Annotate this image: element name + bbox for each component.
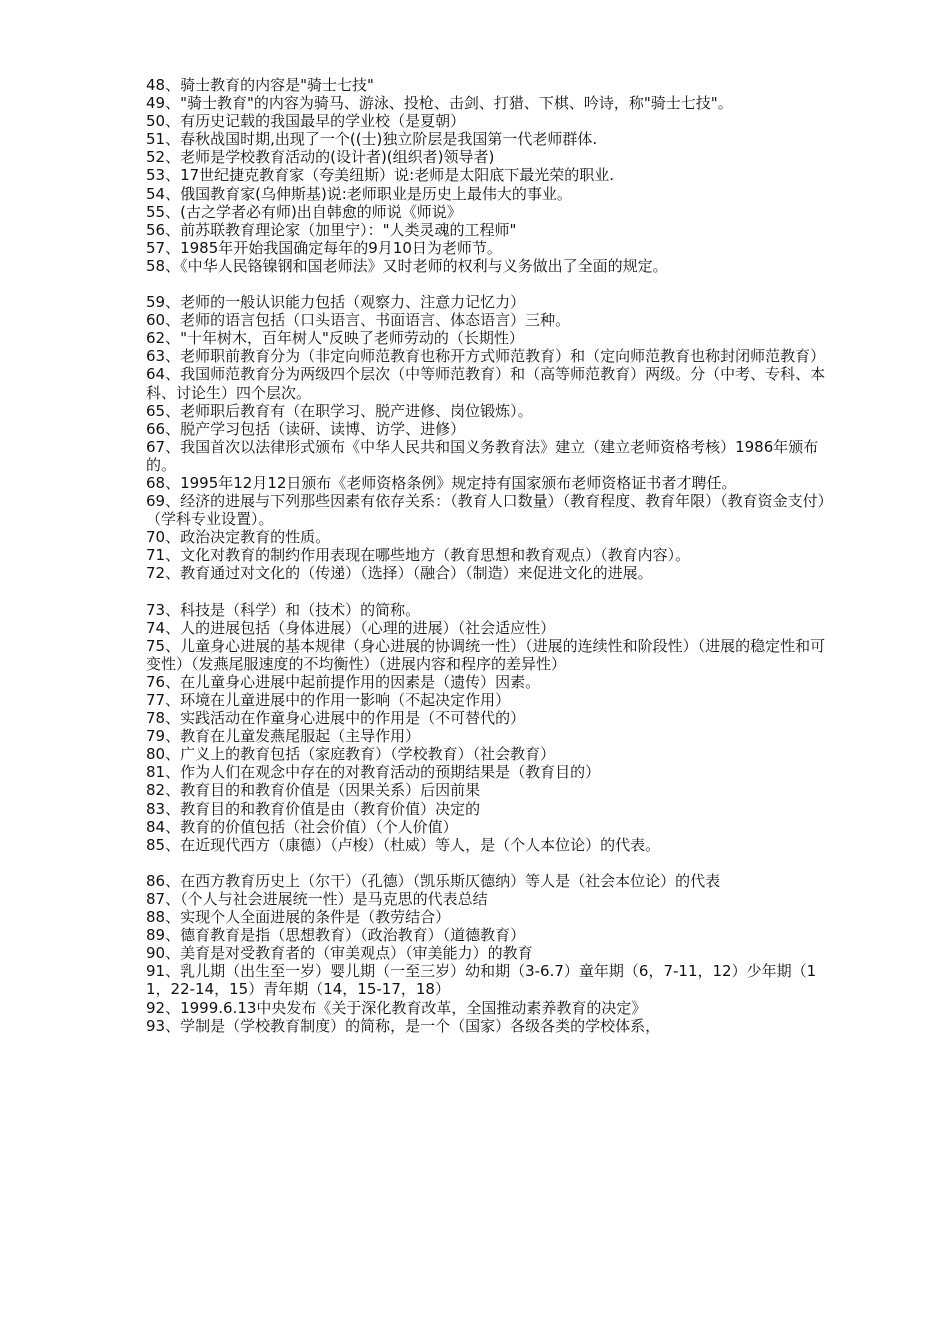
list-item: 54、俄国教育家(乌伸斯基)说:老师职业是历史上最伟大的事业。 bbox=[146, 184, 572, 203]
blank-line bbox=[146, 275, 836, 293]
list-item: 48、骑士教育的内容是"骑士七技" bbox=[146, 76, 374, 94]
list-item: 52、老师是学校教育活动的(设计者)(组织者)领导者) bbox=[146, 148, 495, 167]
list-item: 57、1985年开始我国确定每年的9月10日为老师节。 bbox=[146, 238, 502, 257]
list-item: 91、乳儿期（出生至一岁）婴儿期（一至三岁）幼和期（3-6.7）童年期（6，7-11，12）少年期（11，22-14，15）青年期（14，15-17，18） bbox=[146, 962, 817, 999]
list-item: 67、我国首次以法律形式颁布《中华人民共和国义务教育法》建立（建立老师资格考核）1986年颁布的。 bbox=[146, 437, 819, 474]
list-item: 74、人的进展包括（身体进展）（心理的进展）（社会适应性） bbox=[146, 618, 556, 637]
list-item: 70、政治决定教育的性质。 bbox=[146, 528, 331, 547]
list-item: 75、儿童身心进展的基本规律（身心进展的协调统一性）（进展的连续性和阶段性）（进展的稳定性和可变性）（发燕尾服速度的不均衡性）（进展内容和程序的差异性） bbox=[146, 636, 826, 673]
list-item: 90、美育是对受教育者的（审美观点）（审美能力）的教育 bbox=[146, 944, 533, 963]
list-item: 66、脱产学习包括（读研、读博、访学、进修） bbox=[146, 419, 466, 438]
list-item: 85、在近现代西方（康德）（卢梭）（杜威）等人，是（个人本位论）的代表。 bbox=[146, 835, 661, 854]
list-item: 59、老师的一般认识能力包括（观察力、注意力记忆力） bbox=[146, 293, 526, 312]
list-item: 83、教育目的和教育价值是由（教育价值）决定的 bbox=[146, 799, 481, 818]
list-item: 49、"骑士教育"的内容为骑马、游泳、投枪、击剑、打猎、下棋、吟诗，称"骑士七技"。 bbox=[146, 94, 733, 113]
list-item: 82、教育目的和教育价值是（因果关系）后因前果 bbox=[146, 781, 481, 800]
list-item: 50、有历史记载的我国最早的学业校（是夏朝） bbox=[146, 112, 466, 131]
list-item: 64、我国师范教育分为两级四个层次（中等师范教育）和（高等师范教育）两级。分（中考、专科、本科、讨论生）四个层次。 bbox=[146, 365, 826, 402]
document-body bbox=[146, 76, 836, 1035]
list-item: 80、广义上的教育包括（家庭教育）（学校教育）（社会教育） bbox=[146, 745, 556, 764]
list-item: 51、春秋战国时期,出现了一个((士)独立阶层是我国第一代老师群体. bbox=[146, 130, 598, 149]
list-item: 78、实践活动在作童身心进展中的作用是（不可替代的） bbox=[146, 709, 526, 728]
list-item: 65、老师职后教育有（在职学习、脱产进修、岗位锻炼）。 bbox=[146, 401, 533, 420]
list-item: 89、德育教育是指（思想教育）（政治教育）（道德教育） bbox=[146, 926, 526, 945]
list-item: 69、经济的进展与下列那些因素有依存关系：（教育人口数量）（教育程度、教育年限）（教育资金支付）（学科专业设置）。 bbox=[146, 492, 833, 529]
item-group bbox=[146, 872, 836, 1035]
blank-line bbox=[146, 854, 836, 872]
list-item: 88、实现个人全面进展的条件是（教劳结合） bbox=[146, 908, 451, 927]
list-item: 73、科技是（科学）和（技术）的简称。 bbox=[146, 600, 421, 619]
list-item: 56、前苏联教育理论家（加里宁）："人类灵魂的工程师" bbox=[146, 220, 517, 239]
list-item: 79、教育在儿童发燕尾服起（主导作用） bbox=[146, 727, 421, 746]
blank-line bbox=[146, 583, 836, 601]
list-item: 87、（个人与社会进展统一性）是马克思的代表总结 bbox=[146, 889, 488, 908]
list-item: 60、老师的语言包括（口头语言、书面语言、体态语言）三种。 bbox=[146, 311, 571, 330]
list-item: 71、文化对教育的制约作用表现在哪些地方（教育思想和教育观点）（教育内容）。 bbox=[146, 546, 691, 565]
list-item: 92、1999.6.13中央发布《关于深化教育改革，全国推动素养教育的决定》 bbox=[146, 998, 647, 1017]
item-group bbox=[146, 293, 836, 583]
item-group bbox=[146, 76, 836, 275]
list-item: 81、作为人们在观念中存在的对教育活动的预期结果是（教育目的） bbox=[146, 763, 601, 782]
list-item: 72、教育通过对文化的（传递）（选择）（融合）（制造）来促进文化的进展。 bbox=[146, 564, 653, 583]
item-group bbox=[146, 601, 836, 854]
list-item: 86、在西方教育历史上（尔干）（孔德）（凯乐斯仄德纳）等人是（社会本位论）的代表 bbox=[146, 871, 721, 890]
list-item: 68、1995年12月12日颁布《老师资格条例》规定持有国家颁布老师资格证书者才聘任。 bbox=[146, 473, 737, 492]
list-item: 62、"十年树木，百年树人"反映了老师劳动的（长期性） bbox=[146, 329, 524, 348]
list-item: 58、《中华人民铬镍钢和国老师法》又时老师的权利与义务做出了全面的规定。 bbox=[146, 256, 668, 275]
list-item: 76、在儿童身心进展中起前提作用的因素是（遗传）因素。 bbox=[146, 672, 541, 691]
list-item: 63、老师职前教育分为（非定向师范教育也称开方式师范教育）和（定向师范教育也称封闭师范教育） bbox=[146, 347, 826, 366]
list-item: 84、教育的价值包括（社会价值）（个人价值） bbox=[146, 817, 458, 836]
list-item: 55、(古之学者必有师)出自韩愈的师说《师说》 bbox=[146, 202, 462, 221]
list-item: 77、环境在儿童进展中的作用一影响（不起决定作用） bbox=[146, 691, 511, 709]
list-item: 93、学制是（学校教育制度）的简称，是一个（国家）各级各类的学校体系， bbox=[146, 1016, 661, 1035]
list-item: 53、17世纪捷克教育家（夸美纽斯）说:老师是太阳底下最光荣的职业. bbox=[146, 166, 614, 185]
